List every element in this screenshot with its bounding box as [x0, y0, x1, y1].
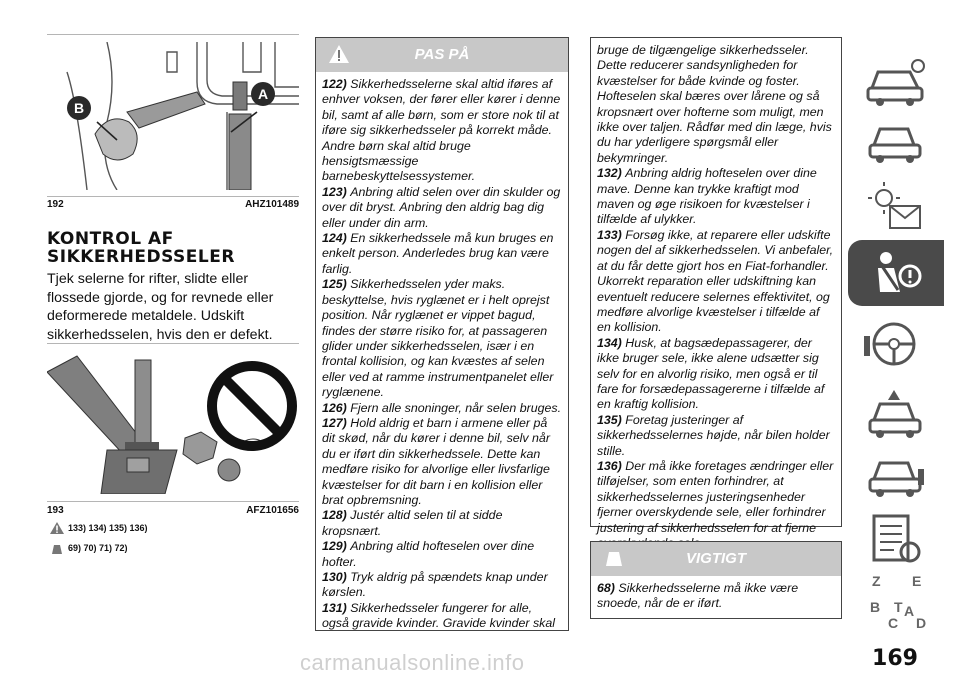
seatbelt-adjuster-illustration — [47, 42, 299, 190]
figure-code: AFZ101656 — [246, 505, 299, 516]
item-number: 129) — [322, 539, 351, 554]
figure-number: 192 — [47, 199, 64, 210]
item-text: Foretag justeringer af sikkerhedsselernes højde, når bilen holder stille. — [597, 412, 830, 458]
item-text: Fjern alle snoninger, når selen bruges. — [350, 400, 562, 415]
item-number: 126) — [322, 400, 351, 415]
sidebar-tab-steering-wheel[interactable] — [848, 310, 944, 376]
continued-lead-text: bruge de tilgængelige sikkerhedsseler. Dette reducerer sandsynligheden for kvæstelser for både kvinde og foster. Hofteselen skal bæres over lårene og så kropsnært over hofterne som muligt, men ikke over taljen. Rådfør med din læge, hvis du har yderligere spørgsmål eller bekymringer. — [597, 43, 832, 165]
section-body: Tjek selerne for rifter, slidte eller flossede gjorde, og for revnede eller deformerede metaldele. Udskift sikkerhedsselen, hvis den er defekt. — [47, 271, 274, 343]
warning-box-header — [316, 38, 568, 72]
figure-192-seatbelt-adjuster — [47, 42, 299, 190]
figure-193-top-rule — [47, 343, 299, 344]
continued-warning-item — [597, 336, 835, 413]
continued-warning-content — [591, 38, 841, 555]
index-letter: D — [916, 615, 927, 630]
car-maintenance-icon — [864, 443, 928, 501]
heading-line-1: KONTROL AF — [47, 229, 174, 249]
warning-item — [322, 277, 562, 400]
item-number: 134) — [597, 335, 626, 350]
item-number: 124) — [322, 231, 351, 246]
warning-refs — [50, 522, 148, 534]
alphabetical-index-icon — [864, 572, 928, 630]
caution-box-header — [591, 542, 841, 576]
figure-number: 193 — [47, 505, 64, 516]
continued-warning-item — [597, 459, 835, 551]
continued-warning-box — [590, 37, 842, 535]
sidebar-tab-car-emergency[interactable] — [848, 378, 944, 444]
item-text: Sikkerhedsselerne må ikke være snoede, når de er iført. — [597, 581, 799, 611]
warning-item — [322, 401, 562, 416]
warning-item — [322, 185, 562, 231]
item-text: Justér altid selen til at sidde kropsnært. — [322, 508, 503, 538]
item-number: 136) — [597, 458, 626, 473]
continued-warning-item — [597, 228, 835, 336]
item-number: 132) — [597, 166, 626, 181]
figure-193-damaged-seatbelt — [47, 346, 299, 494]
item-number: 128) — [322, 508, 351, 523]
label-b: B — [73, 100, 85, 116]
item-number: 130) — [322, 570, 351, 584]
car-exterior-icon — [864, 50, 928, 108]
section-heading — [47, 230, 297, 266]
item-text: Anbring altid hofteselen over dine hofter. — [322, 539, 535, 569]
warning-box-content — [316, 72, 568, 636]
caution-refs-text: 69) 70) 71) 72) — [68, 543, 128, 553]
caution-box-content — [591, 576, 841, 616]
warning-item — [322, 508, 562, 539]
item-number: 131) — [322, 600, 351, 615]
item-number: 122) — [322, 77, 351, 91]
top-rule — [47, 34, 299, 35]
continued-warning-item — [597, 166, 835, 228]
page-number: 169 — [872, 646, 918, 671]
warning-item — [322, 601, 562, 632]
figure-192-rule — [47, 196, 299, 197]
car-caution-icon — [50, 542, 64, 554]
sidebar-tab-car-exterior[interactable] — [848, 44, 944, 110]
item-text: Sikkerhedsselen yder maks. beskyttelse, hvis ryglænet er i helt oprejst position. Når ryglænet er vippet bagud, findes der større risiko for, at passageren glider under sikkerhedsselen, især i en frontal kollision, og kan kvæstes af selen eller ved at ramme instrumentpanelet eller ryglænene. — [322, 277, 554, 400]
warning-item — [322, 416, 562, 508]
steering-wheel-icon — [864, 316, 928, 374]
warning-item — [322, 77, 562, 185]
item-text: Tryk aldrig på spændets knap under kørslen. — [322, 570, 548, 600]
figure-code: AHZ101489 — [245, 199, 299, 210]
caution-box-title: VIGTIGT — [686, 550, 746, 567]
item-text: Husk, at bagsædepassagerer, der ikke bruger sele, ikke alene udsætter sig selv for en alvorlig risiko, men også er til fare for forsædepassagererne i tilfælde af en kraftig kollision. — [597, 335, 825, 412]
item-text: Sikkerhedsselerne skal altid iføres af enhver voksen, der fører eller kører i denne bil, samt af alle børn, som er store nok til at iføre sig sikkerhedsseler på korrekt måde. Andre børn skal altid bruge hensigtsmæssige barnebeskyttelsessystemer. — [322, 77, 561, 184]
warning-item — [322, 539, 562, 570]
watermark: carmanualsonline.info — [300, 650, 525, 675]
item-text: Sikkerhedsseler fungerer for alle, også gravide kvinder. Gravide kvinder skal — [322, 600, 556, 631]
index-letter: B — [870, 599, 881, 615]
caution-item — [597, 581, 835, 612]
index-letter: Z — [872, 573, 881, 589]
index-letter: E — [912, 573, 922, 589]
sidebar-tab-car-interior[interactable] — [848, 103, 944, 169]
technical-data-icon — [864, 510, 928, 568]
sidebar-tab-technical-data[interactable] — [848, 504, 944, 570]
figure-193-rule — [47, 501, 299, 502]
index-letter: T — [894, 599, 903, 615]
warning-refs-text: 133) 134) 135) 136) — [68, 523, 148, 533]
sidebar-tab-warning-lights[interactable] — [848, 172, 944, 238]
figure-193-caption — [47, 505, 299, 517]
warning-item — [322, 231, 562, 277]
warning-triangle-icon — [50, 522, 64, 534]
warning-box-title: PAS PÅ — [414, 46, 470, 63]
warning-box — [315, 37, 569, 631]
caution-box — [590, 541, 842, 619]
item-text: Hold aldrig et barn i armene eller på dit skød, når du kører i denne bil, selv når du er iført din sikkerhedssele. Dette kan medføre risiko for alvorlige eller livsfarlige kvæstelser for dit barn i en kollision eller brat opbremsning. — [322, 415, 550, 507]
figure-192-caption — [47, 199, 299, 211]
sidebar-tab-safety-seatbelt[interactable] — [848, 240, 944, 306]
item-number: 68) — [597, 581, 619, 595]
item-text: Anbring altid selen over din skulder og over dit bryst. Anbring den aldrig bag dig eller under din arm. — [322, 184, 561, 230]
index-letter: A — [904, 603, 915, 619]
sidebar-tab-car-maintenance[interactable] — [848, 437, 944, 503]
warning-item — [322, 570, 562, 601]
item-number: 125) — [322, 277, 351, 292]
item-text: Forsøg ikke, at reparere eller udskifte nogen del af sikkerhedsselen. Vi anbefaler, at du får dette gjort hos en Fiat-forhandler. Ukorrekt reparation eller udskiftning kan eventuelt reducere selernes effektivitet, og medføre alvorlige kvæstelser i tilfælde af en kollision. — [597, 227, 834, 335]
car-emergency-icon — [864, 384, 928, 442]
item-number: 123) — [322, 184, 351, 199]
item-text: Der må ikke foretages ændringer eller tilføjelser, som enten forhindrer, at sikkerhedsselernes justeringsenheder fjerner overskydende sele, eller forhindrer justering af sikkerhedsselen for at fjerne — [597, 458, 834, 535]
car-interior-icon — [864, 109, 928, 167]
warning-lights-icon — [864, 178, 928, 236]
continued-warning-item — [597, 413, 835, 459]
sidebar-tab-alphabetical-index[interactable] — [848, 566, 944, 632]
item-text: Anbring aldrig hofteselen over dine mave. Denne kan trykke kraftigt mod maven og øge risikoen for kvæstelser i tilfælde af ulykker. — [597, 166, 817, 227]
item-number: 127) — [322, 415, 351, 430]
index-letter: C — [888, 615, 899, 630]
safety-seatbelt-icon — [864, 246, 928, 304]
label-a: A — [257, 86, 269, 102]
caution-refs — [50, 542, 128, 554]
item-number: 135) — [597, 412, 626, 427]
heading-line-2: SIKKERHEDSSELER — [47, 247, 235, 267]
damaged-seatbelt-illustration — [47, 346, 299, 494]
item-number: 133) — [597, 227, 626, 242]
item-text: En sikkerhedssele må kun bruges en enkelt person. Anderledes brug kan være farlig. — [322, 231, 554, 276]
